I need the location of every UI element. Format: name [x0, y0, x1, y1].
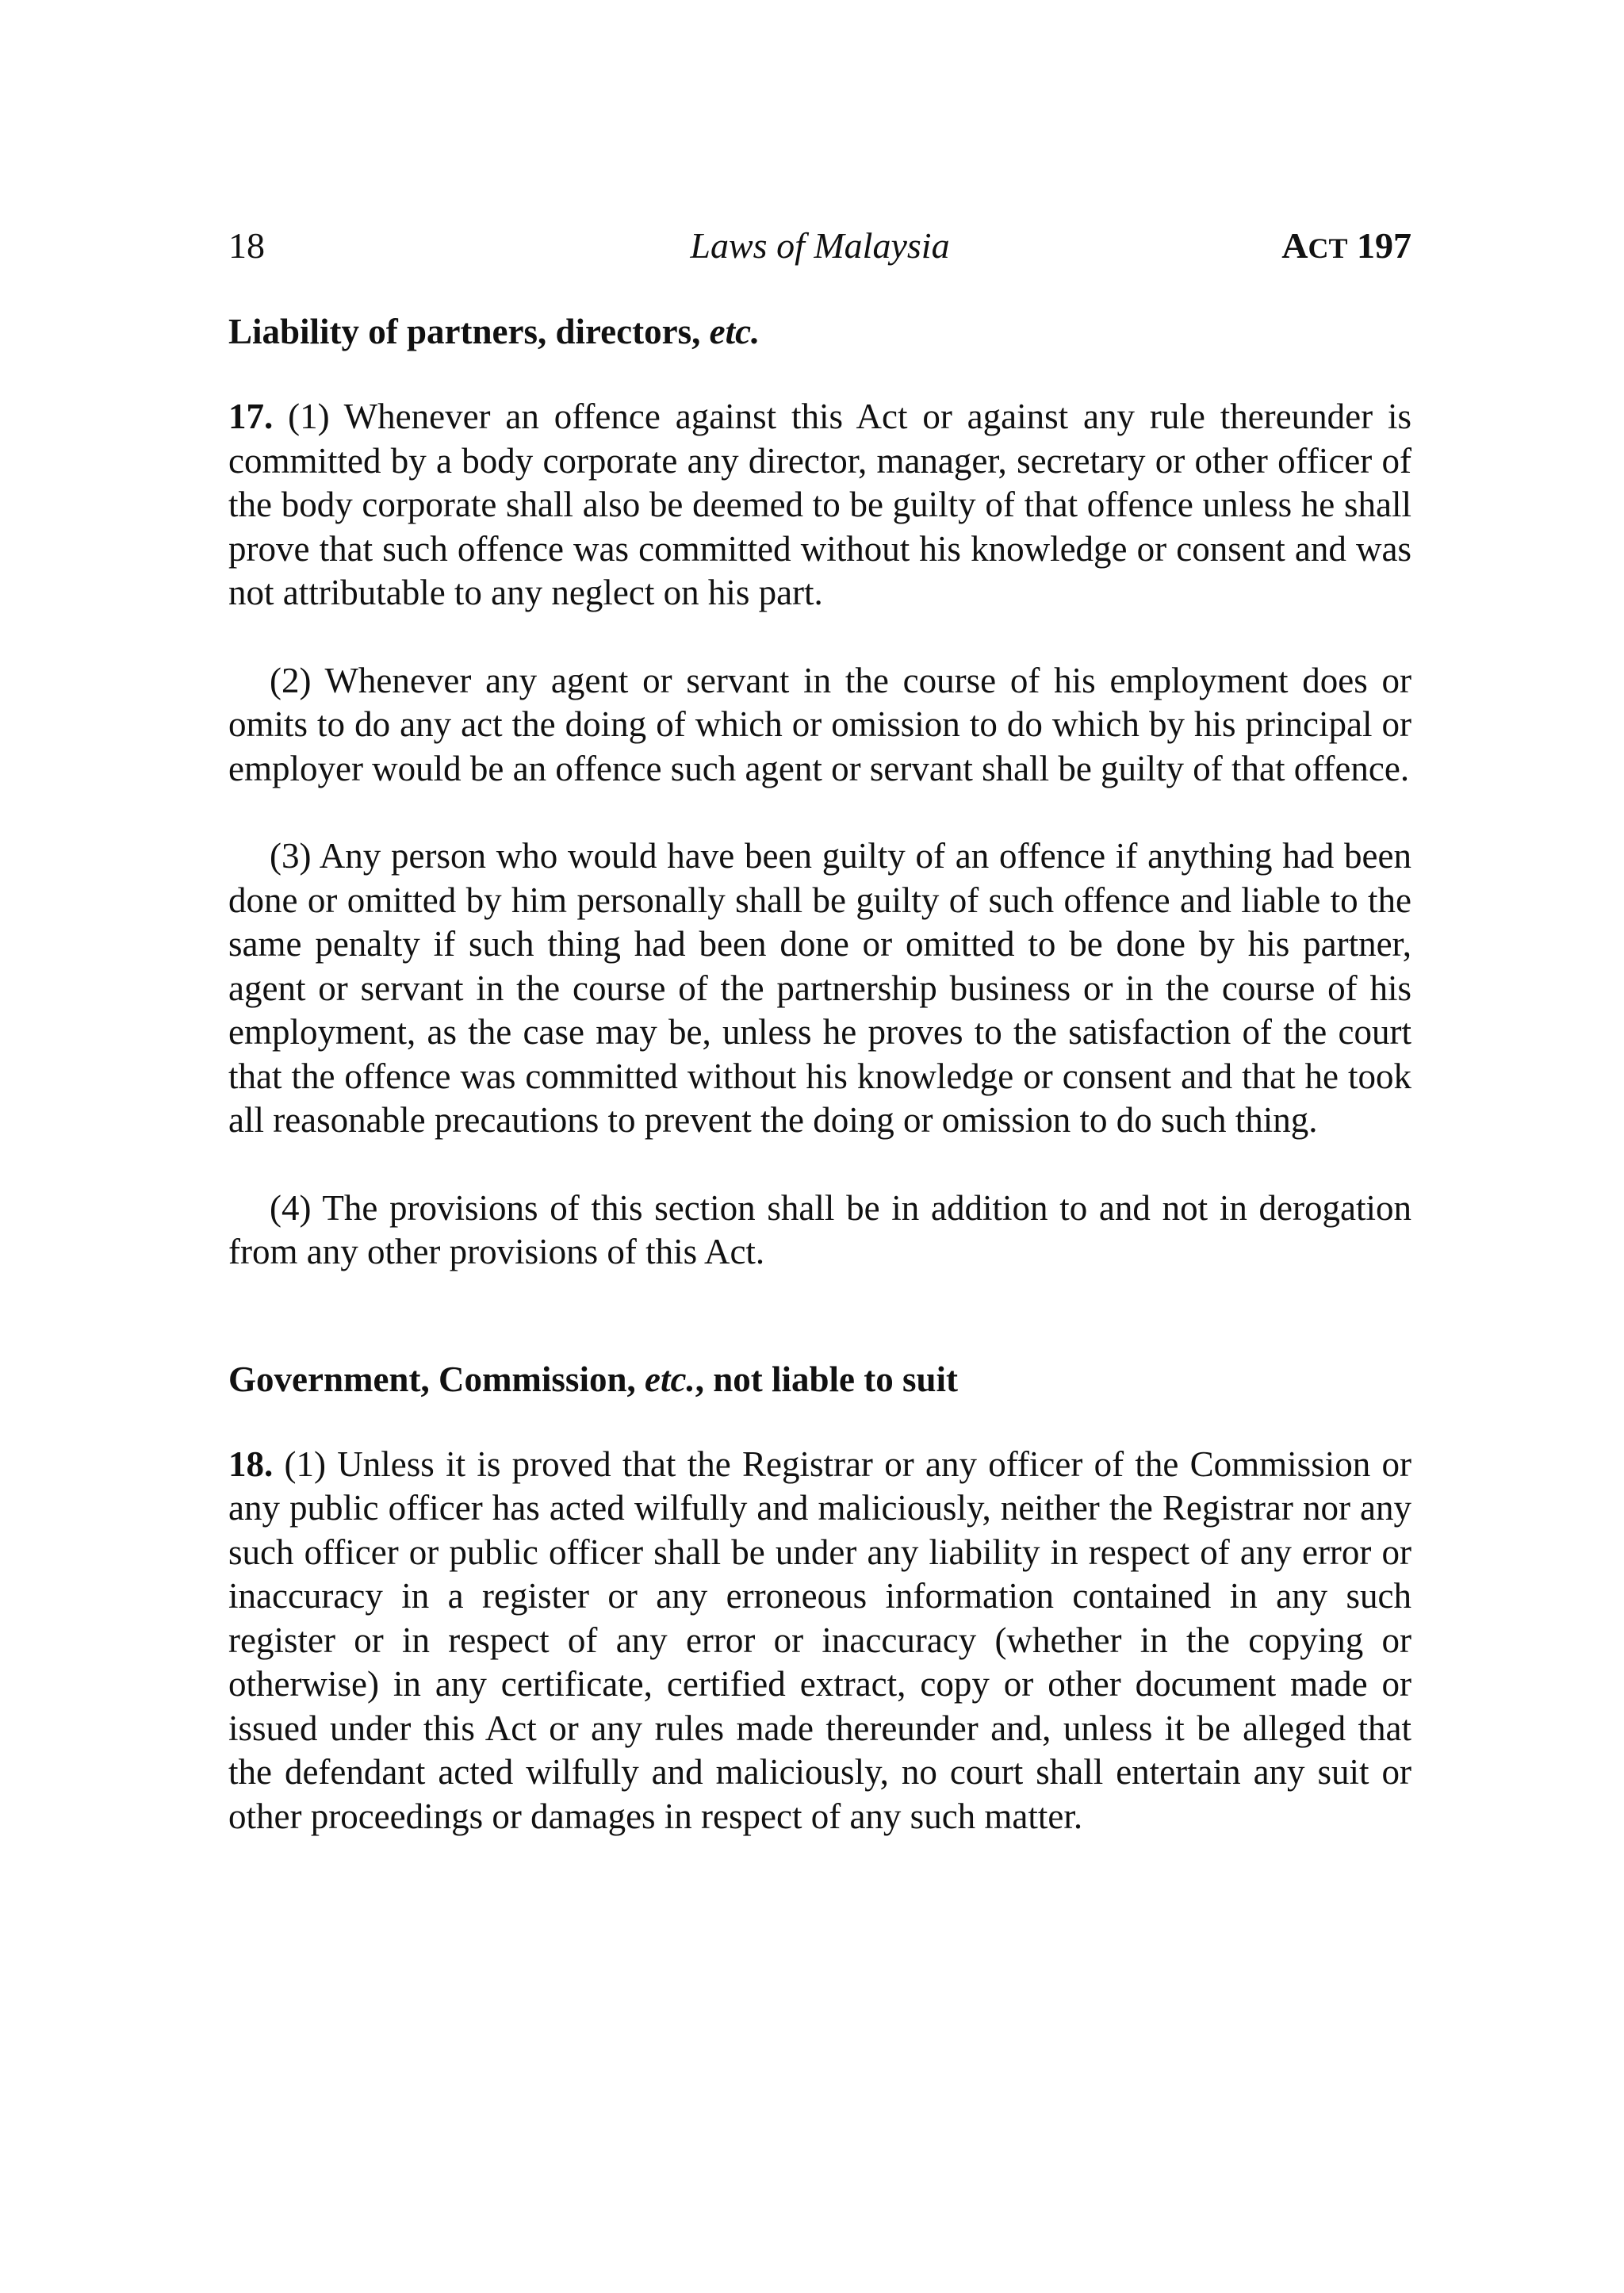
act-prefix: A — [1281, 225, 1308, 266]
running-title: Laws of Malaysia — [690, 225, 950, 266]
section-17-subsection-4: (4) The provisions of this section shall be in addition to and not in derogation from any other provisions of this Act. — [228, 1187, 1411, 1271]
section-18-subsection-1-text: (1) Unless it is proved that the Registrar or any officer of the Commission or any public officer has acted wilfully and maliciously, neither the Registrar nor any such officer or public officer shall be under any liability in respect of any error or inaccuracy in a register or any erroneous information contained in any such register or in respect of any error or inaccuracy (whether in the copying or otherwise) in any certificate, certified extract, copy or other document made or issued under this Act or any rules made thereunder and, unless it be alleged that the defendant acted wilfully and maliciously, no court shall entertain any suit or other proceedings or damages in respect of any such matter. — [228, 1444, 1411, 1836]
act-smallcaps: CT — [1308, 232, 1348, 264]
section-17-subsection-2: (2) Whenever any agent or servant in the course of his employment does or omits to do any act the doing of which or omission to do which by his principal or employer would be an offence such agent or servant shall be guilty of that offence. — [228, 660, 1411, 788]
section-17-subsection-1-text: (1) Whenever an offence against this Act or against any rule thereunder is committed by a body corporate any director, manager, secretary or other officer of the body corporate shall also be deemed to be guilty of that offence unless he shall prove that such offence was committed without his knowledge or consent and was not attributable to any neglect on his part. — [228, 397, 1411, 612]
section-17-subsection-3: (3) Any person who would have been guilty of an offence if anything had been done or omitted by him personally shall be guilty of such offence and liable to the same penalty if such thing had been done or omitted to be done by his partner, agent or servant in the course of the partnership business or in the course of his employment, as the case may be, unless he proves to the satisfaction of the court that the offence was committed without his knowledge or consent and that he took all reasonable precautions to prevent the doing or omission to do such thing. — [228, 836, 1411, 1140]
section-17-heading-italic: etc. — [709, 312, 760, 351]
act-digits: 197 — [1347, 225, 1411, 266]
section-18-heading-tail: , not liable to suit — [695, 1359, 958, 1399]
section-18-heading — [228, 1357, 1411, 1401]
act-number — [1281, 222, 1411, 272]
page-number: 18 — [228, 225, 265, 266]
running-header — [228, 222, 1411, 270]
section-17-heading-text: Liability of partners, directors, — [228, 312, 710, 351]
document-page — [228, 222, 1411, 1882]
section-18-number: 18. — [228, 1444, 274, 1484]
section-17-heading — [228, 309, 1411, 354]
section-17-number: 17. — [228, 397, 274, 436]
section-18-heading-italic: etc. — [644, 1359, 695, 1399]
section-17-subsection-1 — [228, 395, 1411, 615]
section-18-subsection-1 — [228, 1443, 1411, 1839]
section-18-heading-text: Government, Commission, — [228, 1359, 645, 1399]
